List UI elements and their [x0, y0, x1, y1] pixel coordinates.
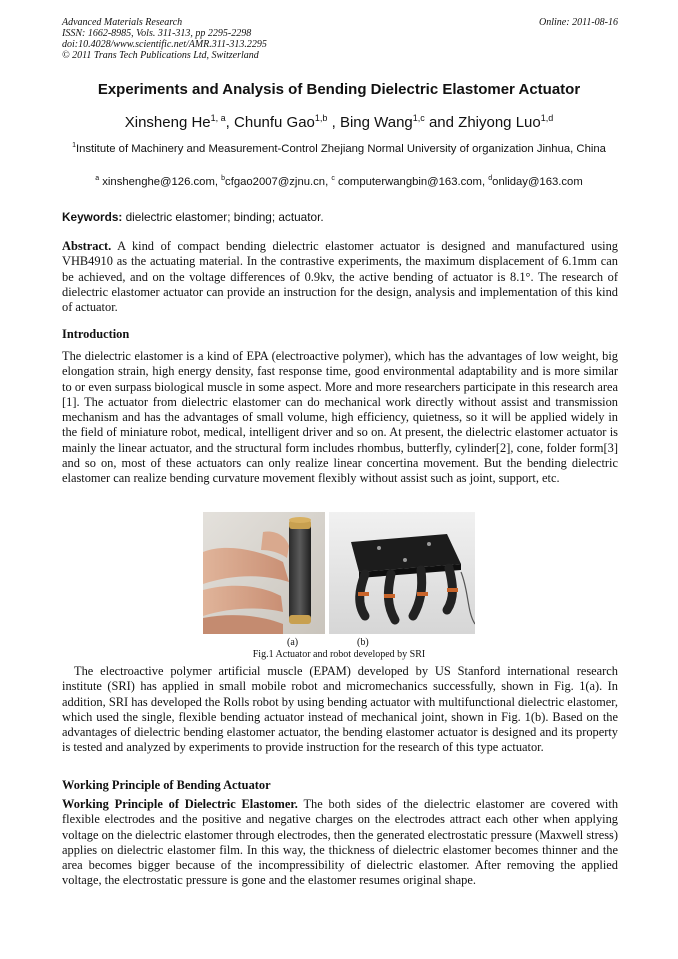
finger-holding-actuator-illustration — [203, 512, 325, 634]
abstract — [62, 239, 618, 315]
paper-title: Experiments and Analysis of Bending Dielectric Elastomer Actuator — [97, 81, 581, 98]
journal-name: Advanced Materials Research — [62, 17, 183, 28]
copyright-line: © 2011 Trans Tech Publications Ltd, Switzerland — [62, 50, 259, 61]
author-sup: 1,d — [540, 113, 554, 123]
figure-caption: Fig.1 Actuator and robot developed by SRI — [252, 649, 426, 660]
author-name: Bing Wang — [339, 114, 413, 131]
author-name: Xinsheng He — [124, 114, 211, 131]
author-sup: 1,b — [314, 113, 328, 123]
section-heading-working-principle: Working Principle of Bending Actuator — [62, 778, 271, 792]
abstract-label: Abstract. — [62, 239, 112, 253]
email-address: cfgao2007@zjnu.cn, — [225, 175, 332, 188]
email-list: $^a$ xinshenghe@126.com, $^b$cfgao2007@zjnu.cn, $^c$ computerwangbin@163.com, $^d$onliday@163.com — [95, 175, 583, 188]
figure-1 — [203, 512, 475, 634]
author-name: Zhiyong Luo — [458, 114, 541, 131]
keywords-text: dielectric elastomer; binding; actuator. — [125, 210, 324, 224]
affiliation-text: Institute of Machinery and Measurement-Control Zhejiang Normal University of organization Jinhua, China — [75, 142, 606, 155]
subsection-label: Working Principle of Dielectric Elastomer. — [62, 797, 298, 811]
email-address: computerwangbin@163.com, — [338, 175, 489, 188]
keywords-label: Keywords: — [62, 210, 123, 224]
introduction-paragraph-1: The dielectric elastomer is a kind of EPA (electroactive polymer), which has the advantages of low weight, big elongation strain, high energy density, fast response time, good environmental adaptability and is more similar to or even surpass biological muscle in some aspect. More and more researchers participate in this research area [1]. The actuator from dielectric elastomer can do mechanical work directly without assist and transmission mechanism and has the advantages of small volume, high efficiency, quietness, so it will be applied widely in the field of miniature robot, medical, intelligent driver and so on. At present, the dielectric elastomer actuator is mainly the linear actuator, and the structural form includes rhombus, butterfly, cylinder[2], cone, folder form[3] and so on, most of these actuators can only realize linear concertina movement. But the bending dielectric elastomer can realize bending curvature movement flexibly without assist such as joint, support, etc. — [62, 349, 618, 486]
author-name: Chunfu Gao — [234, 114, 315, 131]
figure-label-a: (a) — [287, 637, 299, 648]
issn-line: ISSN: 1662-8985, Vols. 311-313, pp 2295-2298 — [62, 28, 252, 39]
affiliation: $^1$Institute of Machinery and Measurement-Control Zhejiang Normal University of organization Jinhua, China — [72, 142, 606, 155]
figure-1b-photo — [329, 512, 475, 634]
figure-1a-photo — [203, 512, 325, 634]
keywords — [62, 210, 618, 224]
section-heading-introduction: Introduction — [62, 327, 130, 341]
introduction-paragraph-2: The electroactive polymer artificial muscle (EPAM) developed by US Stanford international research institute (SRI) has applied in small mobile robot and micromechanics successfully, shown in Fig. 1(a). In addition, SRI has developed the Rolls robot by using bending actuator with multifunctional dielectric elastomer, which used the single, flexible bending actuator instead of mechanical joint, shown in Fig. 1(b). Based on the advantages of dielectric bending elastomer actuator, the bending elastomer actuator is designed and its property is tested and analyzed by experiments to provide instruction for the research of this type actuator. — [62, 664, 618, 755]
working-principle-paragraph — [62, 797, 618, 889]
working-principle-text: The both sides of the dielectric elastomer are covered with flexible electrodes and the positive and negative charges on the electrodes attract each other when applying voltage on the dielectric elastomer through electrodes, then the generated electrostatic pressure (Maxwell stress) applies on dielectric elastomer film. In this way, the thickness of dielectric elastomer becomes thinner and the area becomes bigger because of the incompressibility of dielectric elastomer. After removing the applied voltage, the electrostatic pressure is gone and the elastomer resumes original shape. — [62, 797, 619, 888]
author-sup: 1, a — [210, 113, 226, 123]
journal-header — [62, 17, 618, 61]
figure-label-b: (b) — [357, 637, 369, 648]
rolls-robot-illustration — [329, 512, 475, 634]
email-address: xinshenghe@126.com, — [102, 175, 222, 188]
abstract-text: A kind of compact bending dielectric elastomer actuator is designed and manufactured using VHB4910 as the actuating material. In the contrastive experiments, the maximum displacement of 6.1mm can be achieved, and on the voltage differences of 0.9kv, the active bending of actuator is 8.1°. The research of dielectric elastomer actuator can provide an instruction for the design, analysis and implementation of this kind of actuator. — [62, 239, 618, 315]
email-address: onliday@163.com — [492, 175, 583, 188]
online-date: Online: 2011-08-16 — [539, 17, 618, 28]
author-sup: 1,c — [412, 113, 425, 123]
doi-line: doi:10.4028/www.scientific.net/AMR.311-313.2295 — [62, 39, 267, 50]
author-list: Xinsheng He$^{1, a}$, Chunfu Gao$^{1,b}$ , Bing Wang$^{1,c}$ and Zhiyong Luo$^{1,d}$ — [124, 113, 554, 131]
